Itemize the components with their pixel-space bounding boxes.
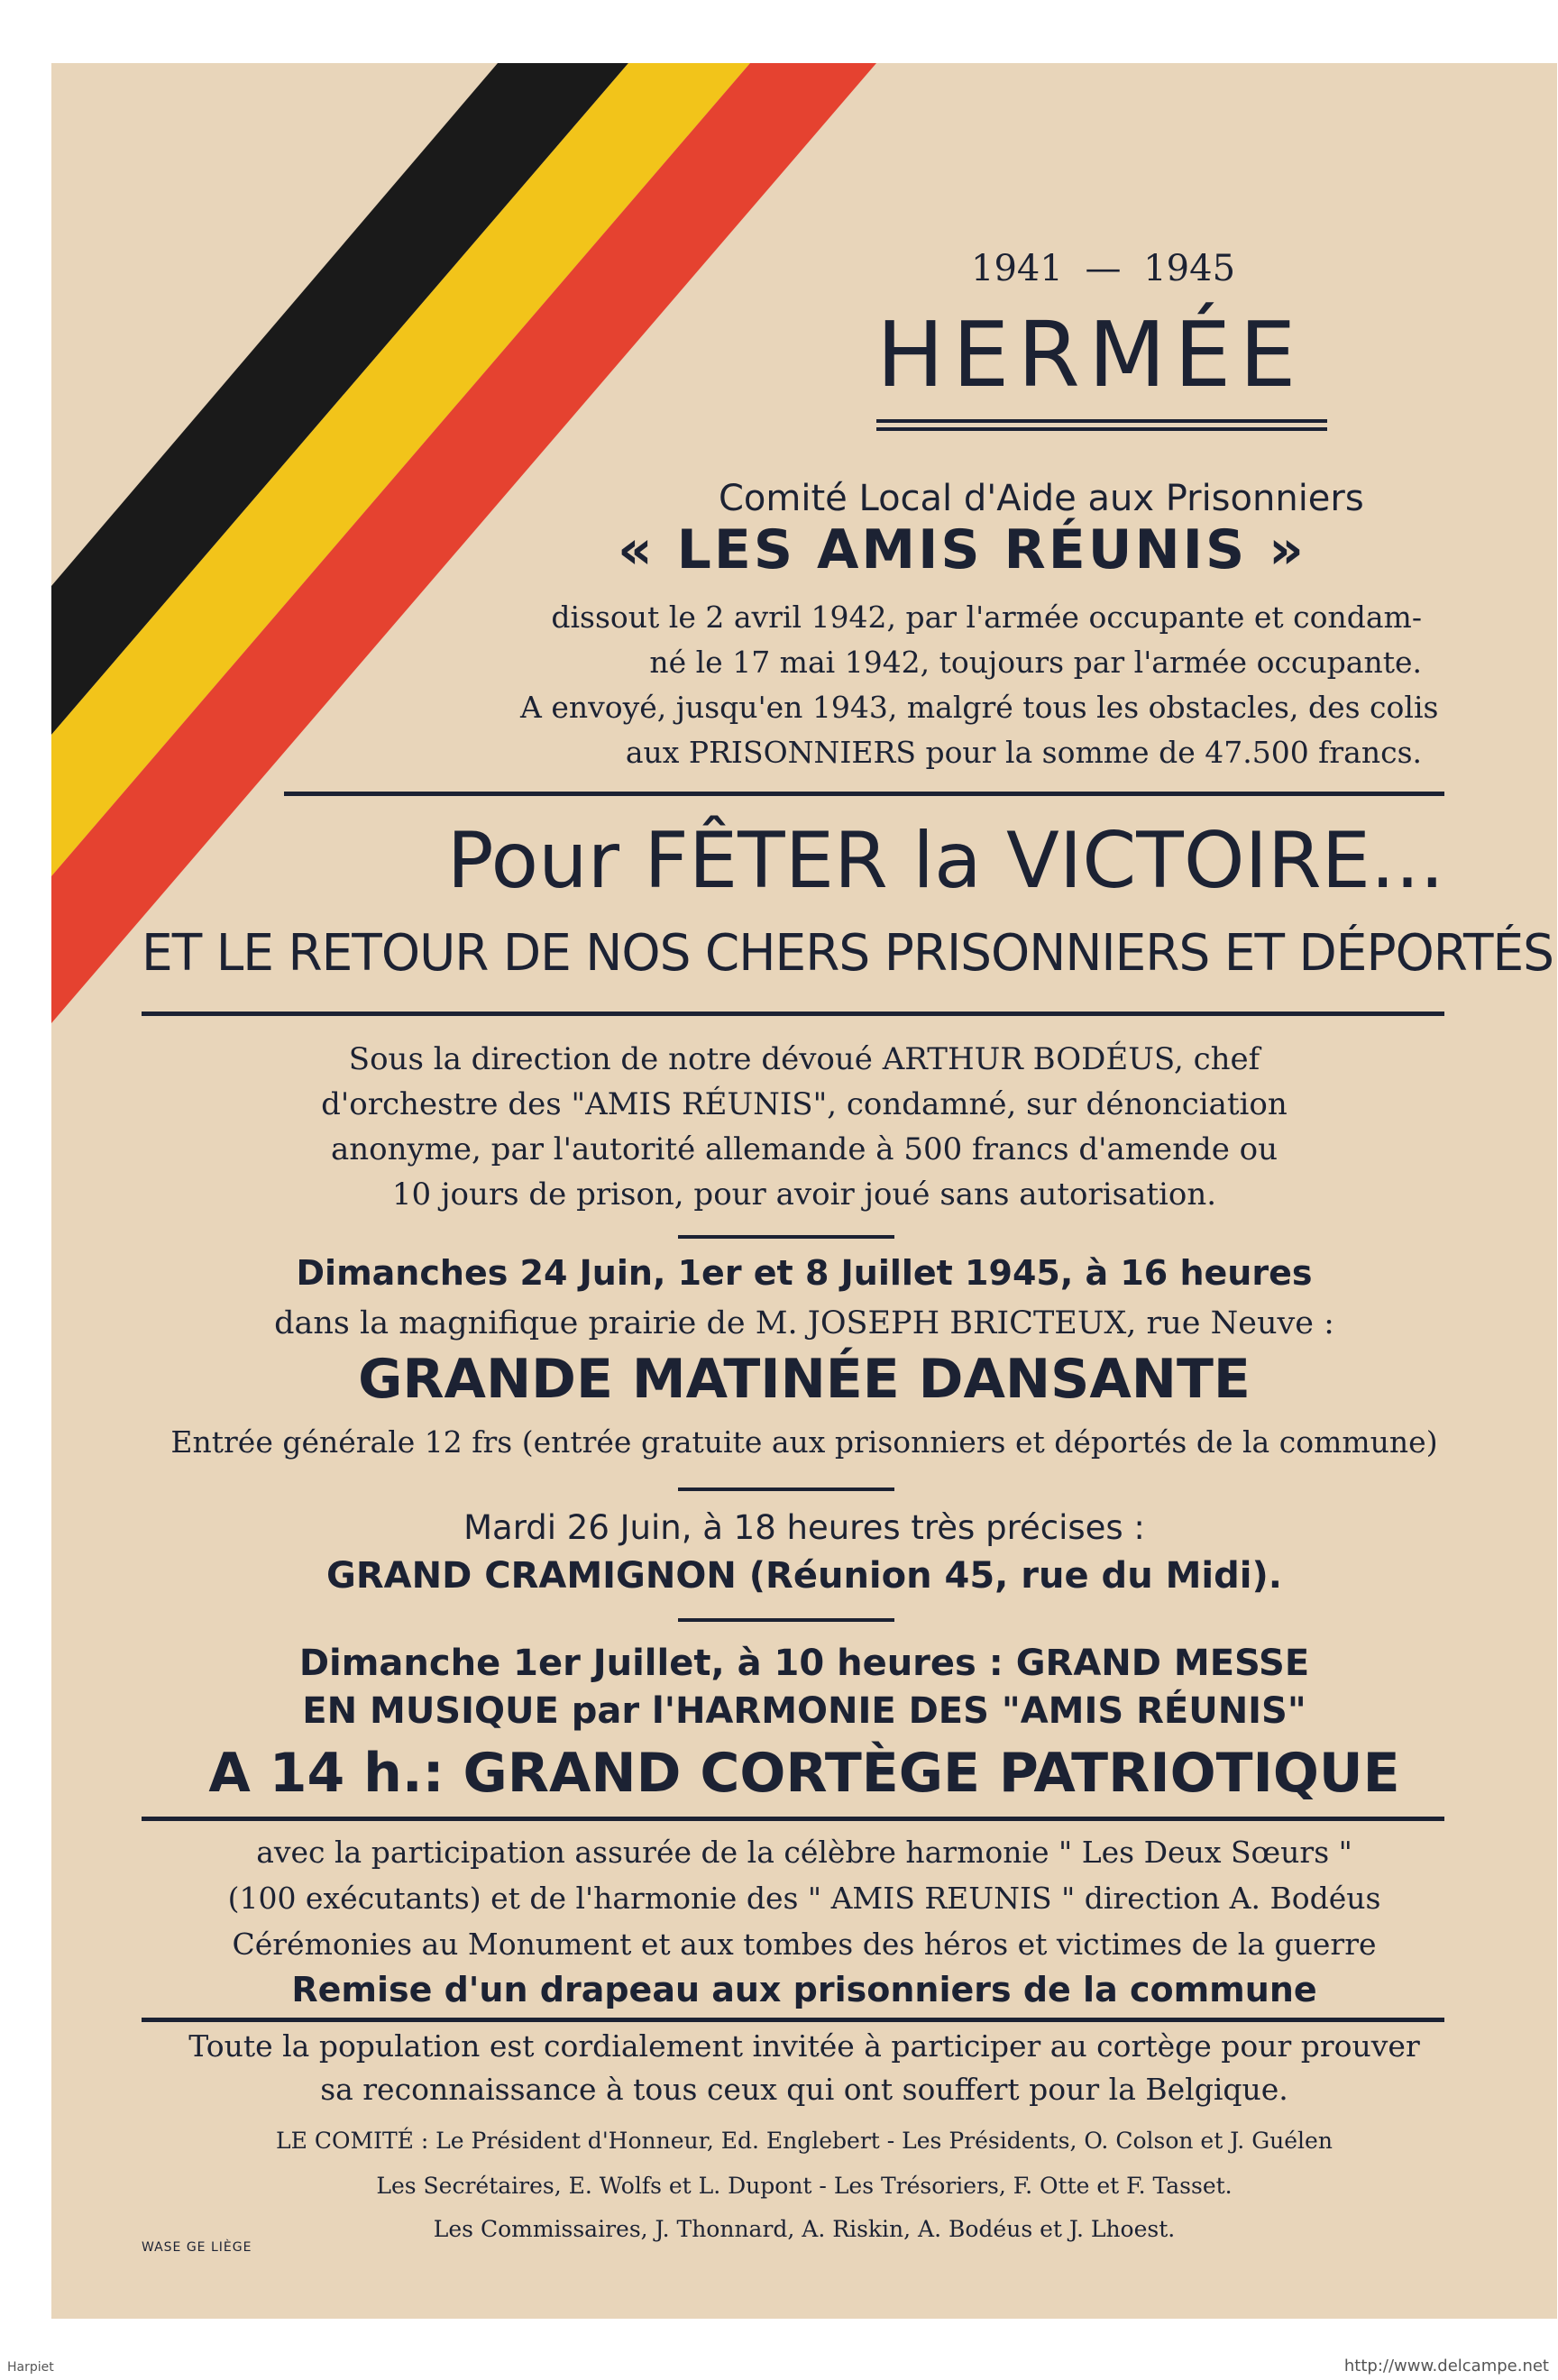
short-divider xyxy=(678,1488,894,1491)
watermark-left: Harpiet xyxy=(7,2360,54,2375)
committee-line-2: né le 17 mai 1942, toujours par l'armée occupante. xyxy=(649,645,1422,680)
comite-line-1: LE COMITÉ : Le Président d'Honneur, Ed. Englebert - Les Présidents, O. Colson et J. Guélen xyxy=(276,2128,1333,2154)
printer-mark: WASE GE LIÈGE xyxy=(142,2240,252,2255)
cortege-title: A 14 h.: GRAND CORTÈGE PATRIOTIQUE xyxy=(208,1742,1400,1805)
cortege-line-3: Cérémonies au Monument et aux tombes des héros et victimes de la guerre xyxy=(232,1927,1377,1962)
headline-victoire: Pour FÊTER la VICTOIRE... xyxy=(446,816,1444,906)
years: 1941 — 1945 xyxy=(971,248,1236,289)
watermark-right: http://www.delcampe.net xyxy=(1343,2357,1549,2375)
messe-line-1: Dimanche 1er Juillet, à 10 heures : GRAND MESSE xyxy=(298,1643,1310,1684)
comite-line-2: Les Secrétaires, E. Wolfs et L. Dupont - Les Trésoriers, F. Otte et F. Tasset. xyxy=(376,2173,1233,2199)
committee-line-3: A envoyé, jusqu'en 1943, malgré tous les obstacles, des colis xyxy=(520,690,1439,725)
direction-line-4: 10 jours de prison, pour avoir joué sans autorisation. xyxy=(391,1176,1217,1213)
headline-retour: ET LE RETOUR DE NOS CHERS PRISONNIERS ET DÉPORTÉS xyxy=(142,924,1554,983)
committee-intro: Comité Local d'Aide aux Prisonniers xyxy=(719,478,1364,519)
poster-sheet xyxy=(51,63,1557,2319)
cramignon-when: Mardi 26 Juin, à 18 heures très précises : xyxy=(463,1508,1145,1547)
divider xyxy=(142,1817,1444,1821)
matinee-place: dans la magnifique prairie de M. JOSEPH BRICTEUX, rue Neuve : xyxy=(274,1305,1334,1341)
cortege-line-2: (100 exécutants) et de l'harmonie des " AMIS REUNIS " direction A. Bodéus xyxy=(227,1881,1381,1916)
cortege-line-1: avec la participation assurée de la célèbre harmonie " Les Deux Sœurs " xyxy=(256,1835,1352,1870)
flag-ceremony: Remise d'un drapeau aux prisonniers de la commune xyxy=(291,1970,1317,2009)
divider xyxy=(142,1012,1444,1016)
invite-line-1: Toute la population est cordialement invitée à participer au cortège pour prouver xyxy=(188,2028,1420,2064)
committee-line-1: dissout le 2 avril 1942, par l'armée occupante et condam- xyxy=(551,600,1422,635)
page-title: HERMÉE xyxy=(876,302,1305,407)
divider xyxy=(284,792,1444,796)
matinee-title: GRANDE MATINÉE DANSANTE xyxy=(358,1348,1251,1411)
committee-line-4: aux PRISONNIERS pour la somme de 47.500 francs. xyxy=(625,735,1422,770)
short-divider xyxy=(678,1235,894,1239)
matinee-entry: Entrée générale 12 frs (entrée gratuite aux prisonniers et déportés de la commune) xyxy=(170,1424,1438,1460)
title-underline xyxy=(876,419,1327,431)
cramignon-title: GRAND CRAMIGNON (Réunion 45, rue du Midi). xyxy=(326,1555,1282,1597)
direction-line-2: d'orchestre des "AMIS RÉUNIS", condamné, sur dénonciation xyxy=(321,1086,1288,1122)
committee-name: « LES AMIS RÉUNIS » xyxy=(618,518,1306,581)
invite-line-2: sa reconnaissance à tous ceux qui ont souffert pour la Belgique. xyxy=(320,2072,1288,2107)
divider xyxy=(142,2018,1444,2022)
direction-line-1: Sous la direction de notre dévoué ARTHUR BODÉUS, chef xyxy=(348,1041,1260,1077)
matinee-dates: Dimanches 24 Juin, 1er et 8 Juillet 1945, à 16 heures xyxy=(296,1253,1313,1293)
messe-line-2: EN MUSIQUE par l'HARMONIE DES "AMIS RÉUNIS" xyxy=(302,1690,1306,1732)
direction-line-3: anonyme, par l'autorité allemande à 500 francs d'amende ou xyxy=(330,1131,1278,1167)
short-divider xyxy=(678,1618,894,1622)
comite-line-3: Les Commissaires, J. Thonnard, A. Riskin, A. Bodéus et J. Lhoest. xyxy=(433,2216,1176,2242)
